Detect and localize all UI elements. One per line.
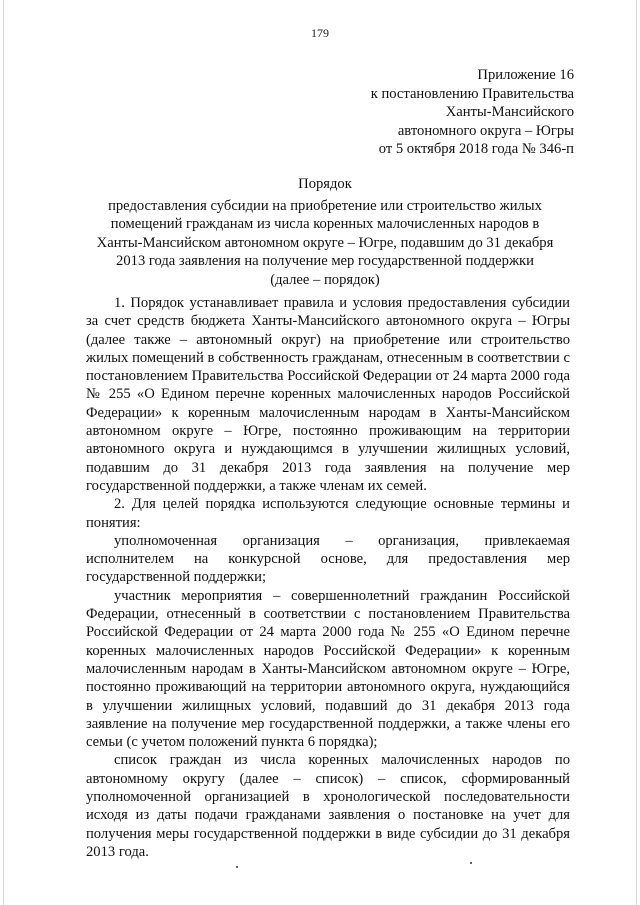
paragraph: список граждан из числа коренных малочисленных народов по автономному округу (далее – список) – список, сформированный уполномоченной организацией в хронологической последовательности исходя из даты подачи гражданами заявления о постановке на учет для получения меры государственной поддержки в виде субсидии до 31 декабря 2013 года. bbox=[86, 752, 570, 860]
paragraph: участник мероприятия – совершеннолетний гражданин Российской Федерации, отнесенный в соответствии с постановлением Правительства Российской Федерации от 24 марта 2000 года № 255 «О Едином перечне коренных малочисленных народов Российской Федерации» к коренным малочисленным народам в Ханты-Мансийском автономном округе – Югре, постоянно проживающий на территории автономного округа, нуждающийся в улучшении жилищных условий, подавший до 31 декабря 2013 года заявление на получение мер государственной поддержки, а также члены его семьи (с учетом положений пункта 6 порядка); bbox=[86, 587, 570, 751]
document-title bbox=[80, 175, 570, 290]
title-line: 2013 года заявления на получение мер государственной поддержки bbox=[116, 253, 534, 270]
scan-edge-left bbox=[3, 0, 4, 905]
document-body bbox=[86, 294, 570, 861]
appendix-line: Ханты-Мансийского bbox=[445, 104, 574, 121]
scan-speck bbox=[470, 862, 472, 864]
appendix-header bbox=[274, 66, 574, 159]
page-number: 179 bbox=[311, 26, 329, 40]
paragraph: уполномоченная организация – организация, привлекаемая исполнителем на конкурсной основе, для предоставления мер государственной поддержки; bbox=[86, 532, 570, 586]
scan-edge-right bbox=[636, 0, 637, 905]
appendix-line: от 5 октября 2018 года № 346-п bbox=[378, 141, 574, 158]
title-line: предоставления субсидии на приобретение или строительство жилых bbox=[108, 197, 542, 214]
appendix-line: Приложение 16 bbox=[477, 67, 574, 83]
paragraph: 1. Порядок устанавливает правила и условия предоставления субсидии за счет средств бюджета Ханты-Мансийского автономного округа – Югры (далее также – автономный округ) на приобретение или строительство жилых помещений в собственность гражданам, отнесенным в соответствии с постановлением Правительства Российской Федерации от 24 марта 2000 года № 255 «О Едином перечне коренных малочисленных народов Российской Федерации» к коренным малочисленным народам в Ханты-Мансийском автономном округе – Югре, постоянно проживающим на территории автономного округа и нуждающимся в улучшении жилищных условий, подавшим до 31 декабря 2013 года заявления на получение мер государственной поддержки, а также членам их семей. bbox=[86, 295, 570, 494]
scan-speck bbox=[236, 866, 238, 868]
appendix-line: автономного округа – Югры bbox=[397, 122, 574, 139]
appendix-line: к постановлению Правительства bbox=[370, 85, 574, 102]
title-line: Ханты-Мансийском автономном округе – Югре, подавшим до 31 декабря bbox=[96, 234, 554, 251]
title-line: (далее – порядок) bbox=[270, 271, 380, 288]
title-heading: Порядок bbox=[298, 176, 352, 192]
paragraph: 2. Для целей порядка используются следующие основные термины и понятия: bbox=[86, 496, 570, 531]
title-line: помещений гражданам из числа коренных малочисленных народов в bbox=[110, 216, 540, 233]
